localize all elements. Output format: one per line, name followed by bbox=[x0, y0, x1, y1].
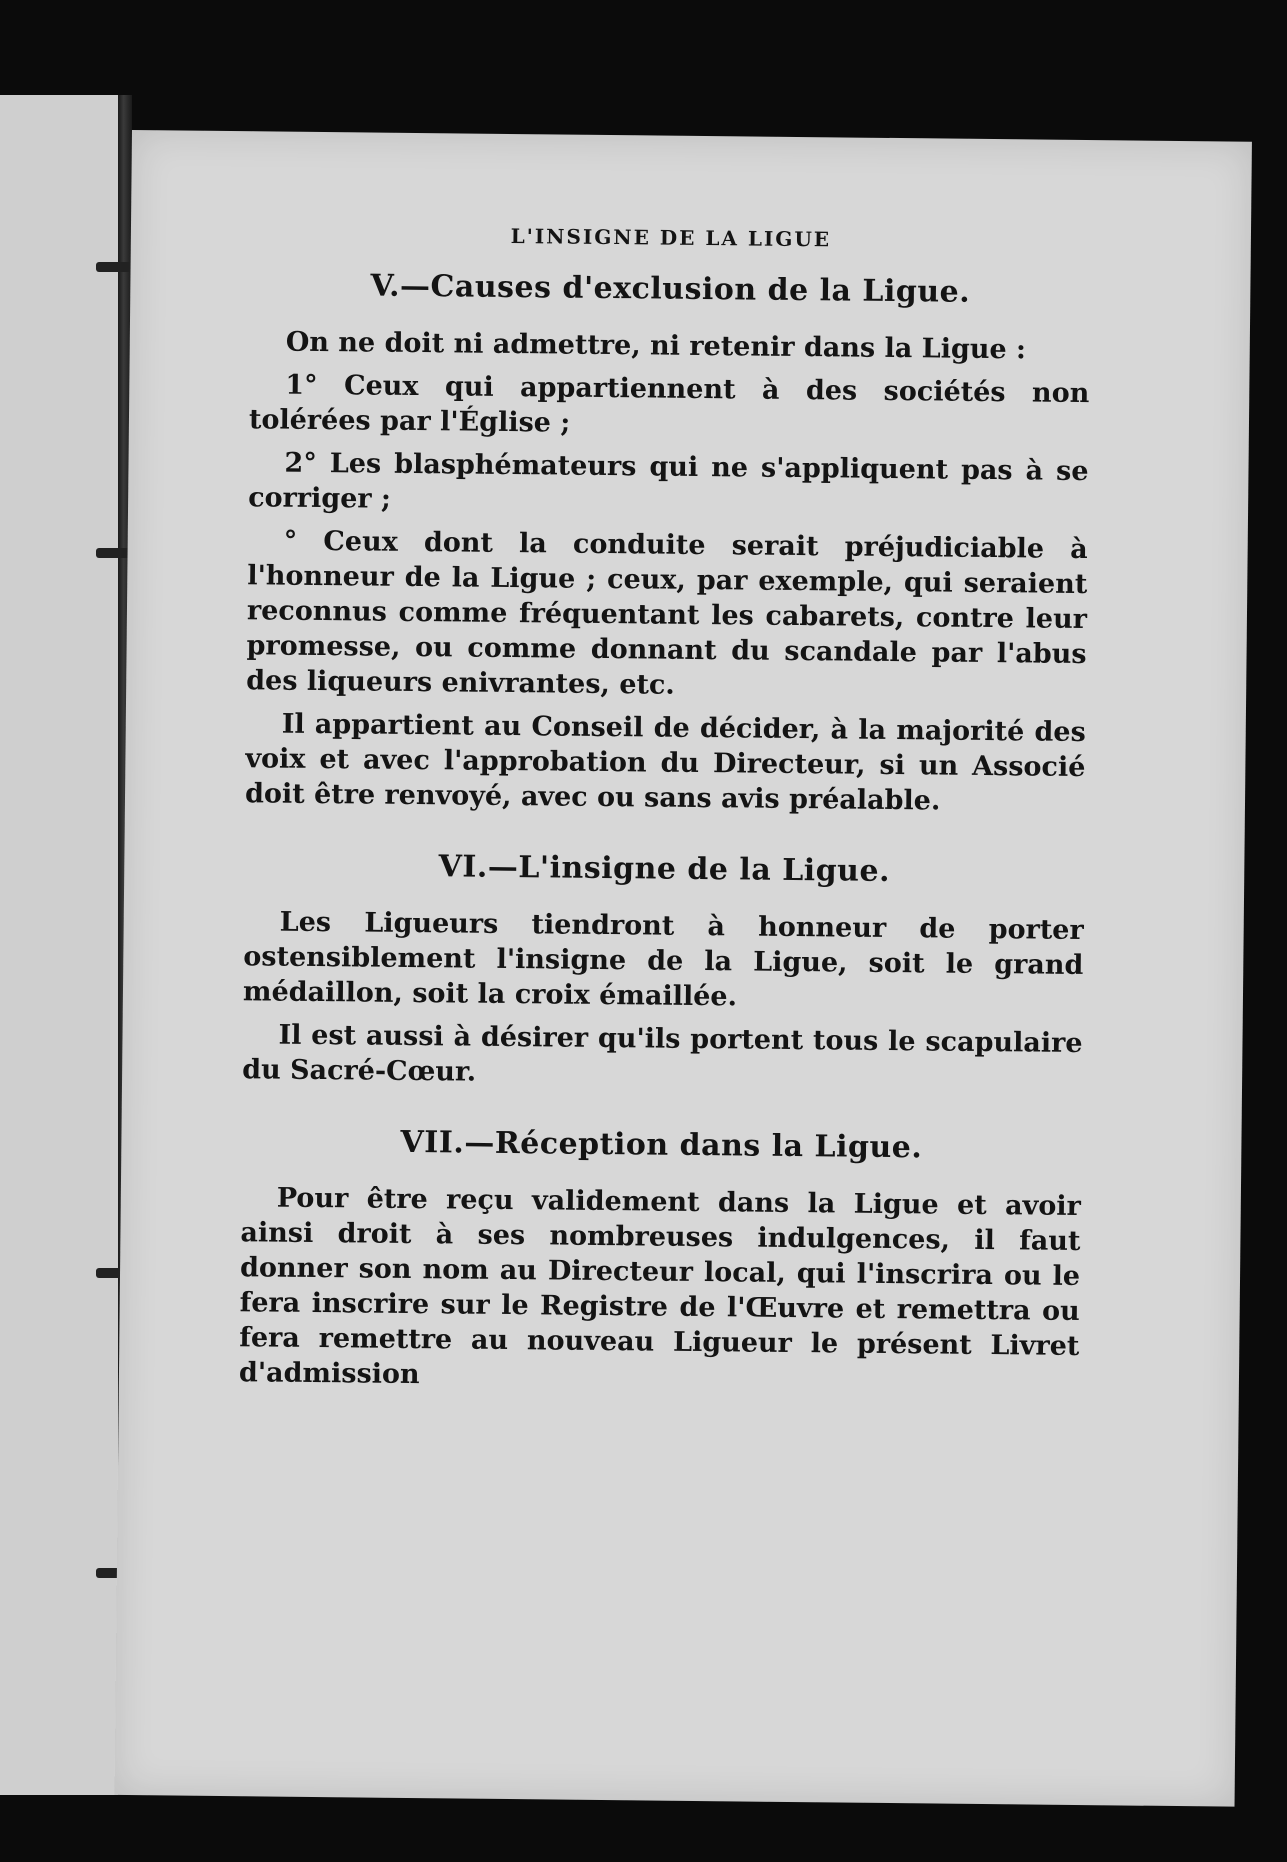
facing-page-edge bbox=[0, 95, 128, 1795]
book-page bbox=[115, 130, 1252, 1807]
section-reception bbox=[239, 1123, 1082, 1399]
section-heading: VI.—L'insigne de la Ligue. bbox=[438, 849, 891, 889]
paragraph: Les Ligueurs tiendront à honneur de porter ostensiblement l'insigne de la Ligue, soit le grand médaillon, soit la croix émaillée. bbox=[242, 906, 1084, 1013]
paragraph: 2° Les blasphémateurs qui ne s'appliquent pas à se corriger ; bbox=[247, 447, 1089, 515]
paragraph: Pour être reçu validement dans la Ligue et avoir ainsi droit à ses nombreuses indulgences, il faut donner son nom au Directeur local, qui l'inscrira ou le fera inscrire sur le Registre de l'Œuvre et remettra ou fera remettre au nouveau Ligueur le présent Livret d'admission bbox=[238, 1182, 1081, 1391]
paragraph: On ne doit ni admettre, ni retenir dans la Ligue : bbox=[285, 326, 1027, 366]
section-heading: VII.—Réception dans la Ligue. bbox=[400, 1124, 923, 1166]
running-head: L'INSIGNE DE LA LIGUE bbox=[510, 223, 832, 252]
paragraph: ° Ceux dont la conduite serait préjudiciable à l'honneur de la Ligue ; ceux, par exemple, qui seraient reconnus comme fréquentant les cabarets, contre leur promesse, ou comme donnant du scandale par l'abus des liqueurs enivrantes, etc. bbox=[246, 525, 1088, 701]
paragraph: Il appartient au Conseil de décider, à la majorité des voix et avec l'approbation du Directeur, si un Associé doit être renvoyé, avec ou sans avis préalable. bbox=[244, 708, 1086, 817]
section-exclusion bbox=[245, 267, 1091, 820]
page-content bbox=[239, 221, 1091, 1407]
paragraph: 1° Ceux qui appartiennent à des sociétés non tolérées par l'Église ; bbox=[248, 369, 1090, 439]
paragraph: Il est aussi à désirer qu'ils portent tous le scapulaire du Sacré-Cœur. bbox=[242, 1019, 1083, 1088]
section-heading: V.—Causes d'exclusion de la Ligue. bbox=[370, 268, 971, 310]
section-insigne bbox=[242, 847, 1084, 1096]
